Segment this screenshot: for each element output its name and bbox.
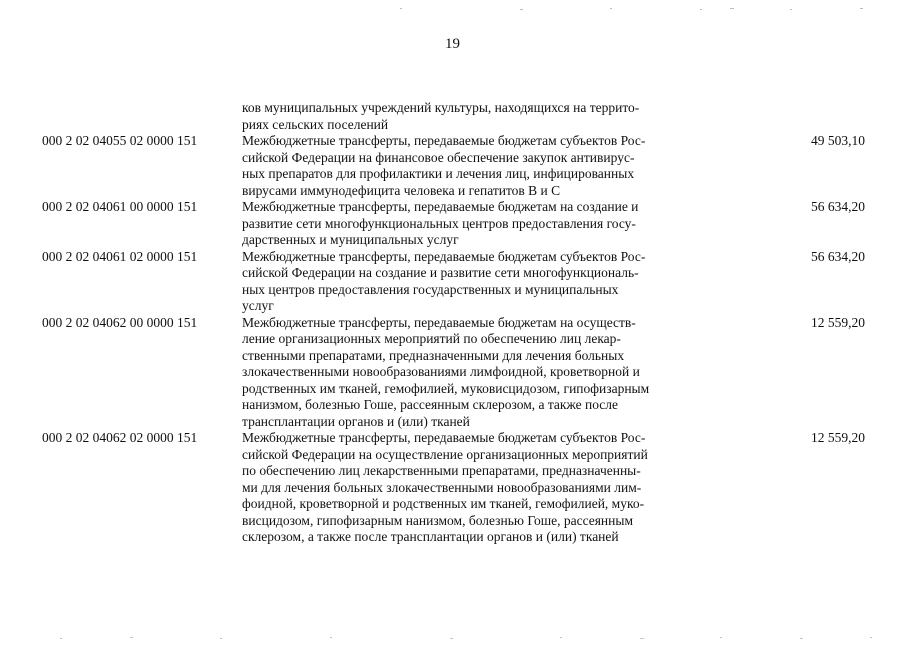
budget-code: 000 2 02 04062 00 0000 151 bbox=[42, 314, 198, 330]
description-line: ственными препаратами, предназначенными для лечения больных bbox=[242, 347, 625, 363]
description-line: ление организационных мероприятий по обеспечению лиц лекар- bbox=[242, 331, 621, 346]
budget-table bbox=[0, 100, 905, 546]
table-row bbox=[0, 430, 905, 546]
description-line: сийской Федерации на финансовое обеспечение закупок антивирус- bbox=[242, 149, 635, 165]
description-line: Межбюджетные трансферты, передаваемые бюджетам на осуществ- bbox=[242, 314, 636, 330]
description-line: фоидной, кроветворной и родственных им тканей, гемофилией, муко- bbox=[242, 496, 645, 511]
description-line: развитие сети многофункциональных центров предоставления госу- bbox=[242, 215, 636, 231]
budget-code: 000 2 02 04055 02 0000 151 bbox=[42, 133, 198, 148]
description-line: висцидозом, гипофизарным нанизмом, болезнью Гоше, рассеянным bbox=[242, 512, 633, 528]
budget-code: 000 2 02 04061 02 0000 151 bbox=[42, 248, 198, 264]
description-line: Межбюджетные трансферты, передаваемые бюджетам субъектов Рос- bbox=[242, 133, 646, 148]
description-line: услуг bbox=[242, 298, 274, 313]
row-description bbox=[242, 133, 712, 199]
row-amount: 56 634,20 bbox=[811, 248, 865, 264]
table-row bbox=[0, 100, 905, 133]
description-line: сийской Федерации на осуществление организационных мероприятий bbox=[242, 446, 648, 462]
scan-noise-top bbox=[0, 0, 905, 6]
scan-noise-bottom bbox=[0, 628, 905, 634]
table-row bbox=[0, 315, 905, 431]
description-line: ми для лечения больных злокачественными новообразованиями лим- bbox=[242, 479, 642, 495]
description-line: Межбюджетные трансферты, передаваемые бюджетам субъектов Рос- bbox=[242, 248, 646, 264]
description-line: вирусами иммунодефицита человека и гепатитов В и С bbox=[242, 182, 561, 198]
description-line: склерозом, а также после трансплантации органов и (или) тканей bbox=[242, 529, 619, 544]
description-line: трансплантации органов и (или) тканей bbox=[242, 413, 470, 429]
row-description bbox=[242, 100, 712, 133]
row-amount: 12 559,20 bbox=[811, 430, 865, 445]
row-description bbox=[242, 199, 712, 249]
description-line: Межбюджетные трансферты, передаваемые бюджетам субъектов Рос- bbox=[242, 430, 646, 445]
description-line: по обеспечению лиц лекарственными препаратами, предназначенны- bbox=[242, 463, 641, 478]
description-line: ков муниципальных учреждений культуры, находящихся на террито- bbox=[242, 100, 640, 115]
description-line: риях сельских поселений bbox=[242, 116, 389, 132]
description-line: нанизмом, болезнью Гоше, рассеянным склерозом, а также после bbox=[242, 397, 619, 412]
row-amount: 49 503,10 bbox=[811, 133, 865, 148]
table-row bbox=[0, 199, 905, 249]
row-amount: 12 559,20 bbox=[811, 314, 865, 330]
row-description bbox=[242, 249, 712, 315]
description-line: ных центров предоставления государственных и муниципальных bbox=[242, 281, 619, 297]
budget-code: 000 2 02 04062 02 0000 151 bbox=[42, 430, 198, 445]
description-line: родственных им тканей, гемофилией, муковисцидозом, гипофизарным bbox=[242, 380, 650, 396]
description-line: дарственных и муниципальных услуг bbox=[242, 232, 459, 247]
row-amount: 56 634,20 bbox=[811, 199, 865, 214]
budget-code: 000 2 02 04061 00 0000 151 bbox=[42, 199, 198, 214]
row-description bbox=[242, 315, 712, 431]
row-description bbox=[242, 430, 712, 546]
description-line: ных препаратов для профилактики и лечения лиц, инфицированных bbox=[242, 166, 635, 181]
description-line: Межбюджетные трансферты, передаваемые бюджетам на создание и bbox=[242, 199, 639, 214]
description-line: сийской Федерации на создание и развитие сети многофункциональ- bbox=[242, 265, 639, 280]
table-row bbox=[0, 133, 905, 199]
description-line: злокачественными новообразованиями лимфоидной, кроветворной и bbox=[242, 364, 640, 379]
page-number: 19 bbox=[445, 36, 460, 52]
table-row bbox=[0, 249, 905, 315]
